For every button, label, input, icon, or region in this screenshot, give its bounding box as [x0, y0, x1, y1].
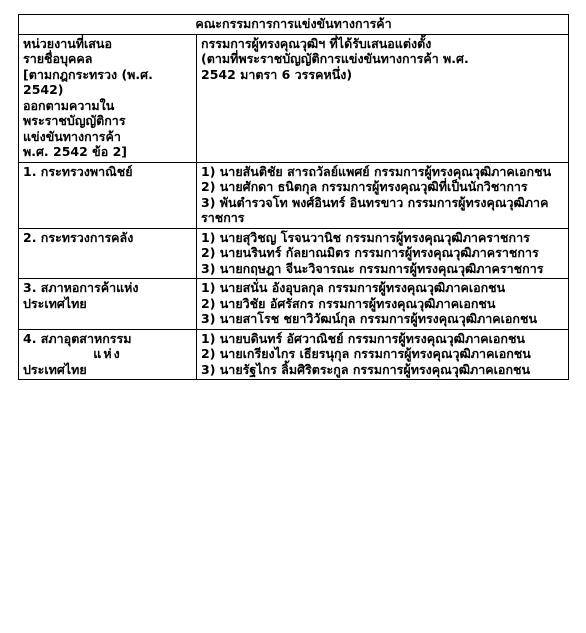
header-left-line: ออกตามความใน	[23, 97, 115, 113]
header-left-line: รายชื่อบุคคล	[23, 51, 93, 66]
members-cell	[197, 329, 569, 380]
agency-name: 3. สภาหอการค้าแห่ง	[23, 280, 139, 295]
header-left-line: [ตามกฎกระทรวง (พ.ศ.	[23, 66, 153, 82]
agency-cell	[19, 279, 197, 330]
agency-name: ประเทศไทย	[23, 361, 87, 377]
member-entry: 1) นายบดินทร์ อัศวาณิชย์ กรรมการผู้ทรงคุณวุฒิภาคเอกชน	[201, 330, 525, 346]
member-entry: 3) นายสาโรช ชยาวิวัฒน์กุล กรรมการผู้ทรงคุณวุฒิภาคเอกชน	[201, 311, 538, 326]
members-cell	[197, 228, 569, 279]
header-left-line: หน่วยงานที่เสนอ	[23, 35, 112, 51]
header-right-line: กรรมการผู้ทรงคุณวุฒิฯ ที่ได้รับเสนอแต่งตั้ง	[201, 35, 432, 51]
members-cell	[197, 279, 569, 330]
agency-name: ประเทศไทย	[23, 295, 87, 311]
header-right-line: 2542 มาตรา 6 วรรคหนึ่ง)	[201, 66, 353, 82]
member-entry: 1) นายสนั่น อังอุบลกุล กรรมการผู้ทรงคุณวุฒิภาคเอกชน	[201, 280, 506, 295]
committee-table	[18, 14, 569, 380]
member-entry: 1) นายสันติชัย สารถวัลย์แพศย์ กรรมการผู้ทรงคุณวุฒิภาคเอกชน	[201, 163, 552, 179]
agency-name: 1. กระทรวงพาณิชย์	[23, 163, 133, 179]
members-cell	[197, 162, 569, 228]
table-title: คณะกรรมการการแข่งขันทางการค้า	[19, 15, 569, 35]
member-entry: 3) นายกฤษฎา จีนะวิจารณะ กรรมการผู้ทรงคุณวุฒิภาคราชการ	[201, 260, 544, 276]
agency-cell	[19, 162, 197, 228]
member-entry: 2) นายเกรียงไกร เธียรนุกุล กรรมการผู้ทรงคุณวุฒิภาคเอกชน	[201, 346, 531, 361]
header-left-line: 2542)	[23, 82, 64, 97]
header-left-line: พ.ศ. 2542 ข้อ 2]	[23, 144, 127, 159]
header-left-line: แข่งขันทางการค้า	[23, 128, 121, 144]
member-entry: 3) นายรัฐไกร ลิ้มศิริตระกูล กรรมการผู้ทรงคุณวุฒิภาคเอกชน	[201, 361, 531, 377]
table-row	[19, 228, 569, 279]
agency-name: 2. กระทรวงการคลัง	[23, 229, 134, 245]
agency-cell	[19, 329, 197, 380]
table-row	[19, 279, 569, 330]
header-left-line: พระราชบัญญัติการ	[23, 113, 126, 128]
header-members-cell	[197, 34, 569, 162]
member-entry: 2) นายศักดา ธนิตกุล กรรมการผู้ทรงคุณวุฒิที่เป็นนักวิชาการ	[201, 179, 528, 194]
member-entry: 2) นายนรินทร์ กัลยาณมิตร กรรมการผู้ทรงคุณวุฒิภาคราชการ	[201, 245, 539, 260]
table-row	[19, 162, 569, 228]
header-agency-cell	[19, 34, 197, 162]
table-row	[19, 329, 569, 380]
header-right-line: (ตามที่พระราชบัญญัติการแข่งขันทางการค้า พ.ศ.	[201, 51, 469, 66]
member-entry: 3) พันตำรวจโท พงศ์อินทร์ อินทรขาว กรรมการผู้ทรงคุณวุฒิภาคราชการ	[201, 194, 549, 225]
title-row	[19, 15, 569, 35]
member-entry: 2) นายวิชัย อัศรัสกร กรรมการผู้ทรงคุณวุฒิภาคเอกชน	[201, 295, 496, 311]
agency-cell	[19, 228, 197, 279]
header-row	[19, 34, 569, 162]
member-entry: 1) นายสุวิชญ โรจนวานิช กรรมการผู้ทรงคุณวุฒิภาคราชการ	[201, 229, 530, 245]
agency-name: 4. สภาอุตสาหกรรม	[23, 330, 132, 346]
agency-name: แห่ง	[93, 346, 122, 361]
